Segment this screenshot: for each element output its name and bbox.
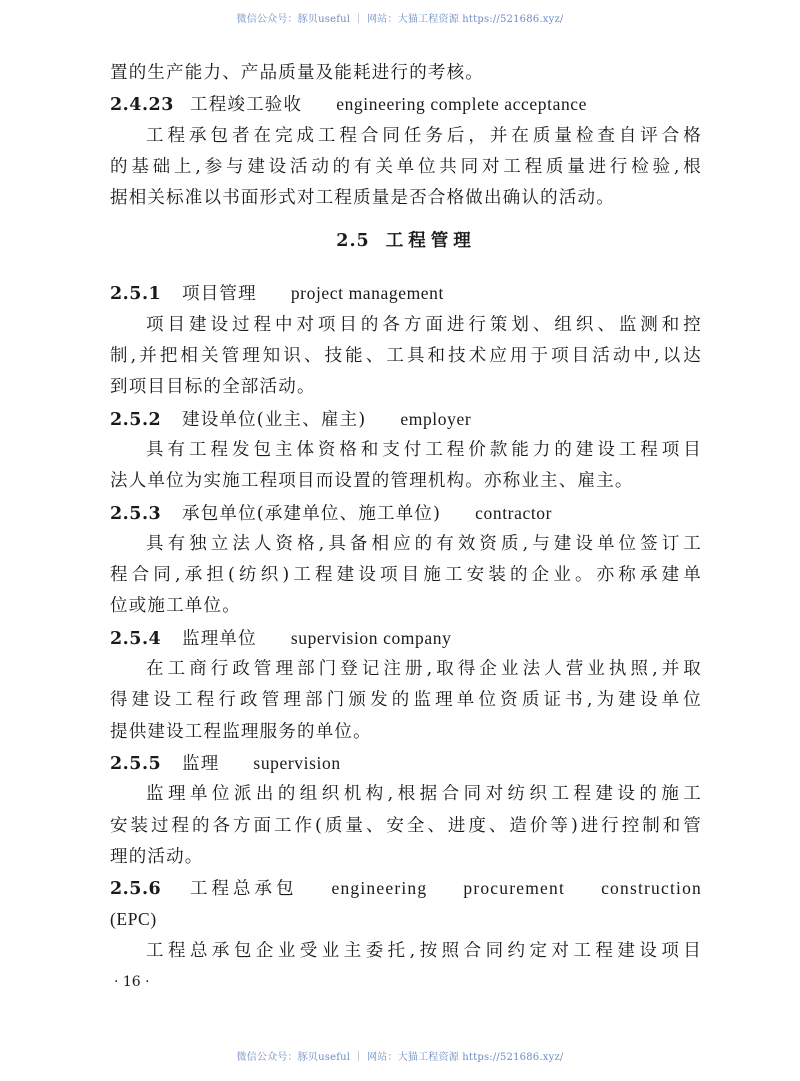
term-heading-2-5-6 <box>110 873 702 904</box>
definition-line: 监理单位派出的组织机构,根据合同对纺织工程建设的施工 <box>146 784 702 805</box>
definition-line: 据相关标准以书面形式对工程质量是否合格做出确认的活动。 <box>110 188 615 209</box>
definition-line: 得建设工程行政管理部门颁发的监理单位资质证书,为建设单位 <box>110 690 702 711</box>
definition-line: 工程承包者在完成工程合同任务后，并在质量检查自评合格 <box>146 125 702 146</box>
term-number: 2.5.3 <box>110 503 162 524</box>
page-number: · 16 · <box>114 974 150 991</box>
term-english: engineering procurement construction <box>331 878 702 899</box>
definition-line: 安装过程的各方面工作(质量、安全、进度、造价等)进行控制和管 <box>110 815 702 836</box>
term-heading-2-5-2 <box>110 404 702 435</box>
term-heading-2-5-1 <box>110 278 702 309</box>
definition-line: 程合同,承担(纺织)工程建设项目施工安装的企业。亦称承建单 <box>110 565 702 586</box>
term-english: employer <box>400 408 472 429</box>
definition-line: 具有工程发包主体资格和支付工程价款能力的建设工程项目 <box>146 439 702 460</box>
definition-line: 的基础上,参与建设活动的有关单位共同对工程质量进行检验,根 <box>110 156 702 177</box>
term-english: project management <box>290 283 444 304</box>
term-chinese: 承包单位(承建单位、施工单位) <box>182 503 442 524</box>
term-chinese: 建设单位(业主、雇主) <box>182 409 367 430</box>
section-heading <box>110 218 702 264</box>
definition-line: 到项目目标的全部活动。 <box>110 377 316 398</box>
term-number: 2.5.6 <box>110 879 162 900</box>
document-page <box>110 58 702 998</box>
watermark-bottom: 微信公众号：豚贝useful ｜ 网站：大猫工程资源 https://521686.xyz/ <box>236 1052 564 1063</box>
term-number: 2.4.23 <box>110 95 174 116</box>
definition-line: 理的活动。 <box>110 846 204 867</box>
term-heading-2-5-5 <box>110 748 702 779</box>
term-chinese: 监理单位 <box>182 628 257 649</box>
term-chinese: 监理 <box>182 753 220 774</box>
term-english: contractor <box>475 502 553 523</box>
definition-line: 具有独立法人资格,具备相应的有效资质,与建设单位签订工 <box>146 533 702 554</box>
definition-line: 位或施工单位。 <box>110 596 241 617</box>
term-heading-2-5-3 <box>110 498 702 529</box>
term-heading-2-5-4 <box>110 623 702 654</box>
term-number: 2.5.1 <box>110 284 162 305</box>
definition-line: 项目建设过程中对项目的各方面进行策划、组织、监测和控 <box>146 314 702 335</box>
definition-line: 提供建设工程监理服务的单位。 <box>110 721 372 742</box>
continuation-line: 置的生产能力、产品质量及能耗进行的考核。 <box>110 63 484 83</box>
section-title: 工程管理 <box>385 231 476 252</box>
watermark-top: 微信公众号：豚贝useful ｜ 网站：大猫工程资源 https://521686.xyz/ <box>236 14 564 25</box>
term-english-continuation: (EPC) <box>110 909 157 930</box>
term-english: supervision <box>253 752 341 773</box>
definition-line: 法人单位为实施工程项目而设置的管理机构。亦称业主、雇主。 <box>110 471 634 492</box>
term-english: engineering complete acceptance <box>336 94 588 115</box>
definition-line: 在工商行政管理部门登记注册,取得企业法人营业执照,并取 <box>146 659 702 680</box>
definition-line: 制,并把相关管理知识、技能、工具和技术应用于项目活动中,以达 <box>110 346 702 367</box>
term-chinese: 项目管理 <box>182 284 257 305</box>
term-english: supervision company <box>290 627 452 648</box>
term-chinese: 工程竣工验收 <box>190 95 303 116</box>
term-number: 2.5.2 <box>110 409 162 430</box>
term-number: 2.5.4 <box>110 628 162 649</box>
term-number: 2.5.5 <box>110 753 162 774</box>
section-number: 2.5 <box>336 231 370 252</box>
definition-line: 工程总承包企业受业主委托,按照合同约定对工程建设项目 <box>146 940 702 961</box>
term-chinese: 工程总承包 <box>190 879 298 900</box>
term-heading-2-4-23 <box>110 89 702 120</box>
